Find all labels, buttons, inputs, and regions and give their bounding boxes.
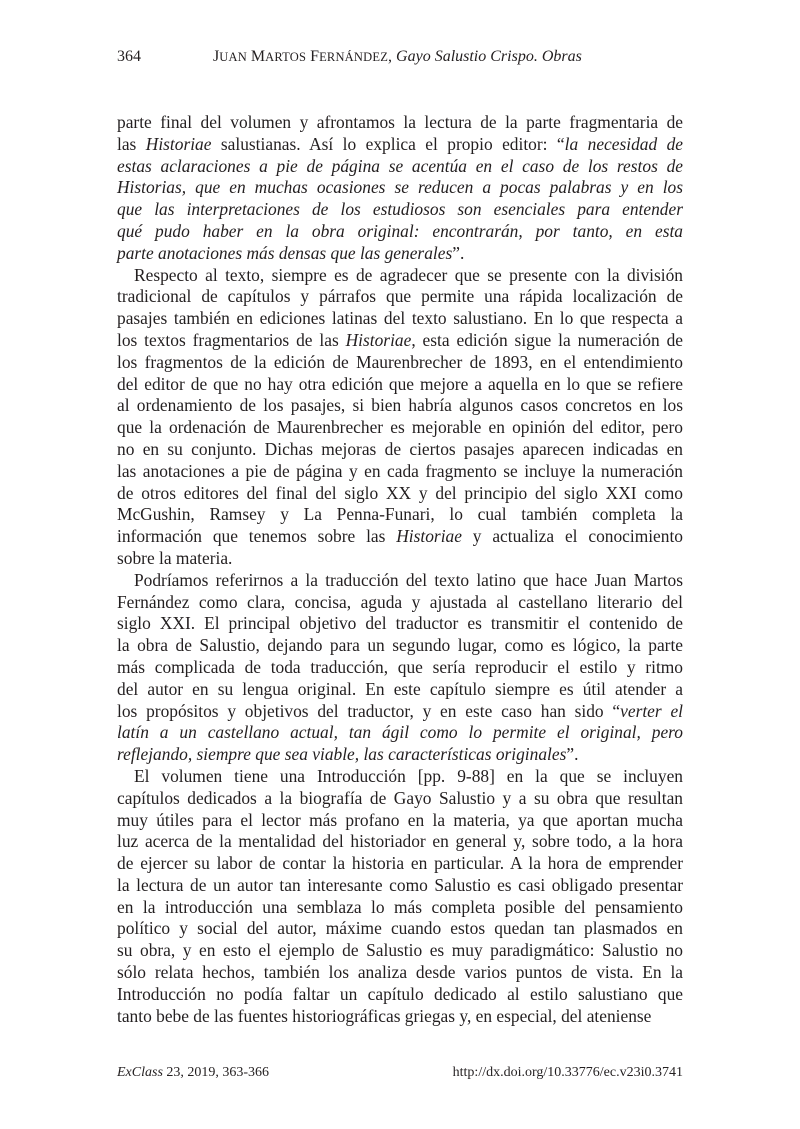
text-line xyxy=(117,439,683,461)
paragraph xyxy=(117,570,683,766)
text-run: y actualiza el conocimiento xyxy=(461,526,684,547)
text-line xyxy=(117,853,683,875)
italic-run: latín a un castellano actual, tan ágil como lo permite el original, pero xyxy=(117,722,683,743)
text-line xyxy=(117,221,683,243)
text-run: la obra de Salustio, dejando para un segundo lugar, como es lógico, la parte xyxy=(117,635,683,656)
text-line xyxy=(117,570,683,592)
text-run: pasajes también en ediciones latinas del texto salustiano. En lo que respecta a xyxy=(117,308,683,329)
text-line xyxy=(117,395,683,417)
text-line xyxy=(117,613,683,635)
text-line xyxy=(117,810,683,832)
page-number: 364 xyxy=(117,48,141,65)
running-title xyxy=(213,46,582,68)
book-title: Gayo Salustio Crispo. Obras xyxy=(396,48,582,65)
text-line xyxy=(117,483,683,505)
paragraph xyxy=(117,766,683,1028)
text-line xyxy=(117,112,683,134)
journal-name: ExClass xyxy=(117,1065,163,1080)
text-run: de ejercer su labor de contar la historia en particular. A la hora de emprender xyxy=(117,853,683,874)
text-line xyxy=(117,308,683,330)
text-run: no en su conjunto. Dichas mejoras de ciertos pasajes aparecen indicadas en xyxy=(117,438,683,459)
text-line xyxy=(117,918,683,940)
running-header xyxy=(117,46,687,68)
text-line xyxy=(117,548,683,570)
citation-details: 23, 2019, 363-366 xyxy=(162,1065,270,1080)
text-run: en la introducción una semblaza lo más completa posible del pensamiento xyxy=(117,896,683,917)
text-run: las anotaciones a pie de página y en cada fragmento se incluye la numeración xyxy=(117,460,683,481)
author-initial-m: M xyxy=(250,48,266,65)
text-line xyxy=(117,1006,683,1028)
text-run: la lectura de un autor tan interesante como Salustio es casi obligado presentar xyxy=(117,874,683,895)
text-line xyxy=(117,265,683,287)
italic-run: verter el xyxy=(620,700,683,721)
doi-link[interactable]: http://dx.doi.org/10.33776/ec.v23i0.3741 xyxy=(452,1065,683,1080)
text-run: parte final del volumen y afrontamos la lectura de la parte fragmentaria de xyxy=(117,112,683,132)
text-line xyxy=(117,984,683,1006)
text-run: los fragmentos de la edición de Maurenbrecher de 1893, en el entendimiento xyxy=(117,351,683,372)
paragraph xyxy=(117,112,683,265)
text-line xyxy=(117,635,683,657)
text-line xyxy=(117,831,683,853)
text-run: muy útiles para el lector más profano en la materia, ya que aportan mucha xyxy=(117,809,683,830)
text-line xyxy=(117,940,683,962)
text-run: información que tenemos sobre las xyxy=(117,526,397,547)
italic-run: Historiae xyxy=(145,133,212,154)
text-line xyxy=(117,461,683,483)
text-run: del autor en su lengua original. En este capítulo siempre es útil atender a xyxy=(117,678,683,699)
text-run: Respecto al texto, siempre es de agradecer que se presente con la división xyxy=(134,264,683,285)
italic-run: Historias, que en muchas ocasiones se reducen a pocas palabras y en los xyxy=(117,177,683,198)
author-initial-f: F xyxy=(310,48,320,65)
text-run: El volumen tiene una Introducción [pp. 9-88] en la que se incluyen xyxy=(134,765,683,786)
text-run: McGushin, Ramsey y La Penna-Funari, lo cual también completa la xyxy=(117,504,683,525)
text-line xyxy=(117,962,683,984)
text-run: los propósitos y objetivos del traductor, y en este caso han sido “ xyxy=(117,700,621,721)
journal-citation xyxy=(117,1063,269,1083)
text-run: ”. xyxy=(452,242,465,263)
text-run: las xyxy=(117,133,146,154)
text-line xyxy=(117,788,683,810)
text-run: más complicada de toda traducción, que sería reproducir el estilo y ritmo xyxy=(117,656,683,677)
text-line xyxy=(117,504,683,526)
author-smallcaps-uan: UAN xyxy=(219,50,247,64)
text-line xyxy=(117,177,683,199)
text-line xyxy=(117,744,683,766)
italic-run: la necesidad de xyxy=(564,133,684,154)
italic-run: Historiae xyxy=(396,526,462,547)
text-run: su obra, y en esto el ejemplo de Salustio es muy paradigmático: Salustio no xyxy=(117,940,683,961)
text-line xyxy=(117,592,683,614)
text-run: sobre la materia. xyxy=(117,547,233,568)
text-run: sólo relata hechos, también los analiza desde varios puntos de vista. En la xyxy=(117,962,683,983)
italic-run: Historiae xyxy=(345,329,412,350)
italic-run: reflejando, siempre que sea viable, las características originales xyxy=(117,744,567,765)
text-run: siglo XXI. El principal objetivo del traductor es transmitir el contenido de xyxy=(117,613,683,634)
text-line xyxy=(117,199,683,221)
text-line xyxy=(117,374,683,396)
page-footer xyxy=(117,1063,683,1083)
text-run: , esta edición sigue la numeración de xyxy=(411,329,683,350)
text-run: capítulos dedicados a la biografía de Gayo Salustio y a su obra que resultan xyxy=(117,787,683,808)
italic-run: estas aclaraciones a pie de página se acentúa en el caso de los restos de xyxy=(117,155,683,176)
header-separator: , xyxy=(388,48,397,65)
text-run: luz acerca de la mentalidad del historiador en general y, sobre todo, a la hora xyxy=(117,831,683,852)
italic-run: qué pudo haber en la obra original: encontrarán, por tanto, en esta xyxy=(117,220,683,241)
text-run: que la ordenación de Maurenbrecher es mejorable en opinión del editor, pero xyxy=(117,417,683,438)
text-run: Podríamos referirnos a la traducción del texto latino que hace Juan Martos xyxy=(134,569,683,590)
article-body xyxy=(117,112,683,1027)
text-run: Fernández como clara, concisa, aguda y ajustada al castellano literario del xyxy=(117,591,683,612)
text-run: de otros editores del final del siglo XX y del principio del siglo XXI como xyxy=(117,482,683,503)
text-line xyxy=(117,679,683,701)
text-line xyxy=(117,417,683,439)
text-run: Introducción no podía faltar un capítulo dedicado al estilo salustiano que xyxy=(117,983,683,1004)
author-initial-j: J xyxy=(213,48,220,65)
author-smallcaps-ernandez: ERNÁNDEZ xyxy=(319,50,389,64)
text-run: tradicional de capítulos y párrafos que permite una rápida localización de xyxy=(117,286,683,307)
text-line xyxy=(117,352,683,374)
text-line xyxy=(117,701,683,723)
text-line xyxy=(117,243,683,265)
text-run: tanto bebe de las fuentes historiográficas griegas y, en especial, del ateniense xyxy=(117,1005,652,1026)
author-smallcaps-artos: ARTOS xyxy=(265,50,307,64)
text-line xyxy=(117,330,683,352)
italic-run: parte anotaciones más densas que las generales xyxy=(117,242,453,263)
text-line xyxy=(117,722,683,744)
text-run: al ordenamiento de los pasajes, si bien habría algunos casos concretos en los xyxy=(117,395,683,416)
text-run: ”. xyxy=(566,744,579,765)
text-line xyxy=(117,875,683,897)
text-run: del editor de que no hay otra edición que mejore a aquella en lo que se refiere xyxy=(117,373,683,394)
text-line xyxy=(117,897,683,919)
text-line xyxy=(117,156,683,178)
paragraph xyxy=(117,265,683,570)
text-run: político y social del autor, máxime cuando estos quedan tan plasmados en xyxy=(117,918,683,939)
italic-run: que las interpretaciones de los estudiosos son esenciales para entender xyxy=(117,199,683,220)
text-line xyxy=(117,286,683,308)
text-run: salustianas. Así lo explica el propio editor: “ xyxy=(211,133,565,154)
text-run: los textos fragmentarios de las xyxy=(117,329,346,350)
text-line xyxy=(117,657,683,679)
text-line xyxy=(117,134,683,156)
text-line xyxy=(117,766,683,788)
text-line xyxy=(117,526,683,548)
